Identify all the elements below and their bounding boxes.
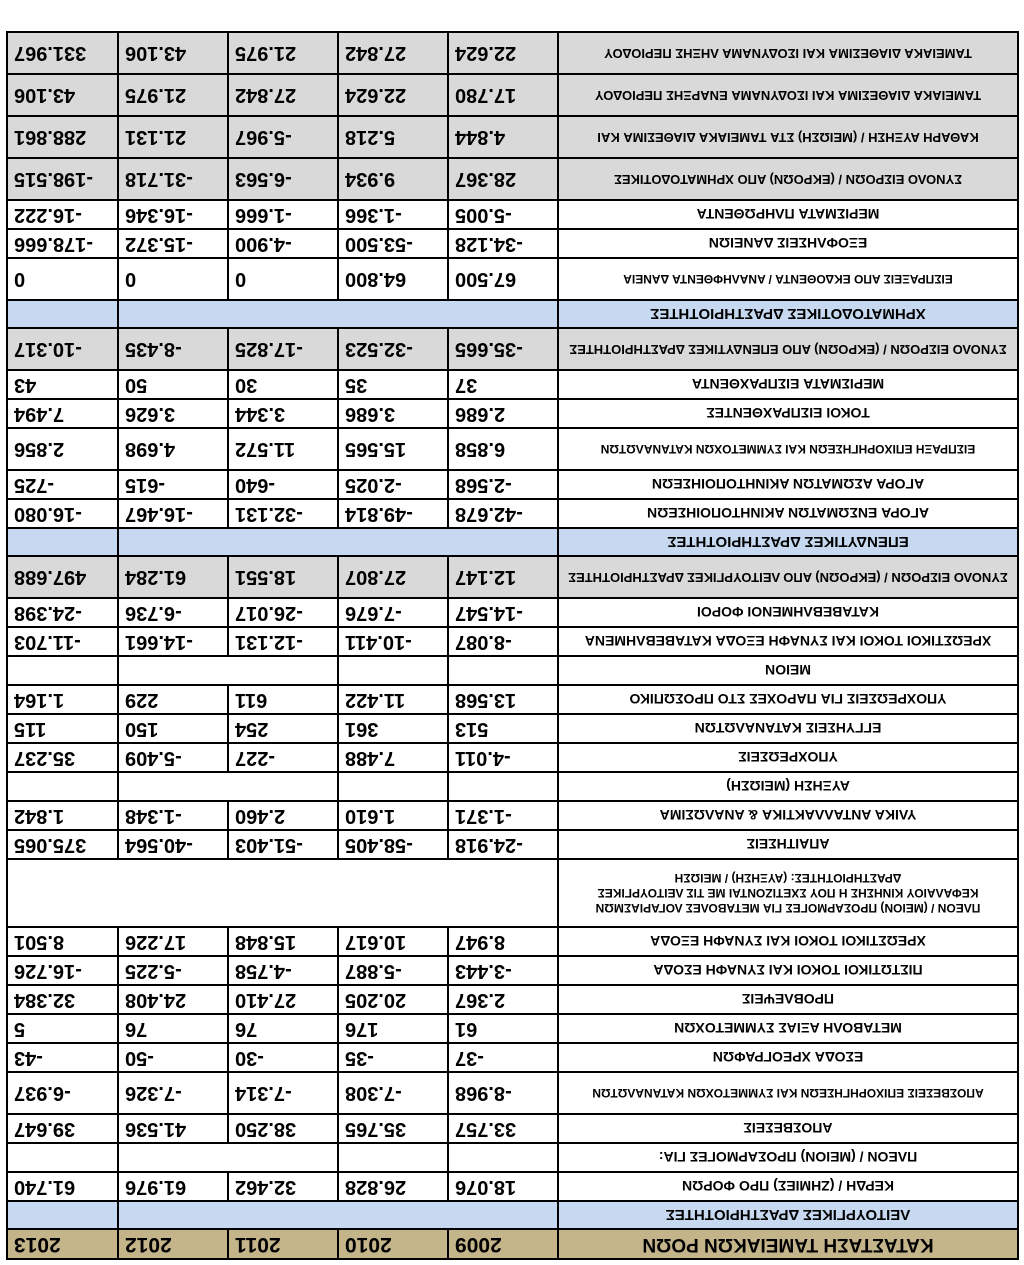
row-value: 254 [228,714,338,743]
row-value: -10.411 [338,627,448,656]
table-row [7,528,1018,556]
row-value: -5.005 [448,200,558,229]
row-value: -4.758 [228,956,338,985]
row-value: -14.661 [118,627,228,656]
row-value: -26.017 [228,598,338,627]
row-value: -49.814 [338,499,448,528]
row-value: 150 [118,714,228,743]
row-value: -2.568 [448,470,558,499]
row-value: 115 [7,714,118,743]
row-value: -7.314 [228,1072,338,1114]
row-value: -7.308 [338,1072,448,1114]
row-value: 22.624 [448,32,558,74]
row-value-empty [118,772,338,801]
row-label: ΑΠΑΙΤΗΣΕΙΣ [558,830,1018,859]
row-value: -15.372 [118,229,228,258]
row-value: 37 [448,370,558,399]
row-value: 7.488 [338,743,448,772]
row-value: 27.807 [338,556,448,598]
row-value: 1.842 [7,801,118,830]
section-value-empty [118,300,558,328]
row-value: -5.887 [338,956,448,985]
table-row [7,1172,1018,1201]
row-value: -1.348 [118,801,228,830]
row-value: -7.676 [338,598,448,627]
row-value: -227 [228,743,338,772]
year-header-2013: 2013 [7,1229,118,1259]
row-value: 35.237 [7,743,118,772]
table-row [7,116,1018,158]
table-row [7,927,1018,956]
row-value-empty [118,656,338,685]
row-value: 6.858 [448,428,558,470]
row-value-empty [118,1143,338,1172]
row-value: 43 [7,370,118,399]
row-label: ΚΕΡΔΗ / (ΖΗΜΙΕΣ) ΠΡΟ ΦΟΡΩΝ [558,1172,1018,1201]
row-value: 30 [228,370,338,399]
row-value: 11.422 [338,685,448,714]
table-row [7,985,1018,1014]
row-value: 27.842 [228,74,338,116]
row-value: -51.403 [228,830,338,859]
row-label: ΥΠΟΧΡΕΩΣΕΙΣ ΓΙΑ ΠΑΡΟΧΕΣ ΣΤΟ ΠΡΟΣΩΠΙΚΟ [558,685,1018,714]
row-value: 61.740 [7,1172,118,1201]
table-row [7,859,1018,927]
table-row [7,300,1018,328]
row-value: 5.218 [338,116,448,158]
table-row [7,470,1018,499]
year-header-2009: 2009 [448,1229,558,1259]
row-value: 17.226 [118,927,228,956]
row-value: 375.065 [7,830,118,859]
table-row [7,370,1018,399]
row-value: 7.494 [7,399,118,428]
row-label: ΣΥΝΟΛΟ ΕΙΣΡΟΩΝ / (ΕΚΡΟΩΝ) ΑΠΟ ΕΠΕΝΔΥΤΙΚΕΣ ΔΡΑΣΤΗΡΙΟΤΗΤΕΣ [558,328,1018,370]
table-row [7,158,1018,200]
row-value: -16.726 [7,956,118,985]
row-value: -32.131 [228,499,338,528]
row-value: -4.011 [448,743,558,772]
row-value: 28.367 [448,158,558,200]
row-value-empty [338,656,448,685]
table-row [7,956,1018,985]
row-label: ΧΡΕΩΣΤΙΚΟΙ ΤΟΚΟΙ ΚΑΙ ΣΥΝΑΦΗ ΕΞΟΔΑ [558,927,1018,956]
row-value-empty [7,859,558,927]
row-value: 4.844 [448,116,558,158]
row-label: ΚΑΤΑΒΕΒΛΗΜΕΝΟΙ ΦΟΡΟΙ [558,598,1018,627]
section-value-empty [7,1201,118,1229]
row-value: 18.551 [228,556,338,598]
row-value: -16.346 [118,200,228,229]
row-label: ΠΛΕΟΝ / (ΜΕΙΟΝ) ΠΡΟΣΑΡΜΟΓΕΣ ΓΙΑ ΜΕΤΑΒΟΛΕΣ ΛΟΓΑΡΙΑΣΜΩΝ ΚΕΦΑΛΑΙΟΥ ΚΙΝΗΣΗΣ Η ΠΟΥ ΣΧΕΤΙΖΟΝΤΑΙ ΜΕ ΤΙΣ ΛΕΙΤΟΥΡΓΙΚΕΣ ΔΡΑΣΤΗΡΙΟΤΗΤΕΣ: (ΑΥΞΗΣΗ) / ΜΕΙΩΣΗ [558,859,1018,927]
row-value: 15.848 [228,927,338,956]
row-value: 11.572 [228,428,338,470]
table-row [7,714,1018,743]
row-value: -40.564 [118,830,228,859]
row-value-empty [338,772,448,801]
table-row [7,1114,1018,1143]
row-value: 288.861 [7,116,118,158]
row-value: 43.106 [118,32,228,74]
row-label: ΑΠΟΣΒΕΣΕΙΣ ΕΠΙΧΟΡΗΓΗΣΕΩΝ ΚΑΙ ΣΥΜΜΕΤΟΧΩΝ ΚΑΤΑΝΑΛΩΤΩΝ [558,1072,1018,1114]
row-value: -1.371 [448,801,558,830]
row-value: -24.398 [7,598,118,627]
row-value: -7.326 [118,1072,228,1114]
row-value: 20.205 [338,985,448,1014]
row-value: 0 [228,258,338,300]
section-value-empty [7,300,118,328]
row-label: ΜΕΤΑΒΟΛΗ ΑΞΙΑΣ ΣΥΜΜΕΤΟΧΩΝ [558,1014,1018,1043]
row-value: 10.617 [338,927,448,956]
row-value: -42.678 [448,499,558,528]
row-value: -14.547 [448,598,558,627]
row-value: -5.967 [228,116,338,158]
row-value: 0 [118,258,228,300]
row-value: 0 [7,258,118,300]
row-value: 13.568 [448,685,558,714]
row-value: 61.976 [118,1172,228,1201]
row-value: -5.409 [118,743,228,772]
row-value: -1.666 [228,200,338,229]
row-value: 21.975 [118,74,228,116]
row-value: 3.626 [118,399,228,428]
row-value: 513 [448,714,558,743]
row-value: 15.565 [338,428,448,470]
row-value: -8.968 [448,1072,558,1114]
row-value: -35.665 [448,328,558,370]
row-value: 331.967 [7,32,118,74]
row-label: ΣΥΝΟΛΟ ΕΙΣΡΟΩΝ / (ΕΚΡΟΩΝ) ΑΠΟ ΛΕΙΤΟΥΡΓΙΚΕΣ ΔΡΑΣΤΗΡΙΟΤΗΤΕΣ [558,556,1018,598]
row-label: ΕΙΣΠΡΑΞΗ ΕΠΙΧΟΡΗΓΗΣΕΩΝ ΚΑΙ ΣΥΜΜΕΤΟΧΩΝ ΚΑΤΑΝΑΛΩΤΩΝ [558,428,1018,470]
row-value: 33.757 [448,1114,558,1143]
row-value: -6.937 [7,1072,118,1114]
row-label: ΤΑΜΕΙΑΚΑ ΔΙΑΘΕΣΙΜΑ ΚΑΙ ΙΣΟΔΥΝΑΜΑ ΛΗΞΗΣ ΠΕΡΙΟΔΟΥ [558,32,1018,74]
table-row [7,499,1018,528]
row-value: 35.765 [338,1114,448,1143]
row-value: -5.225 [118,956,228,985]
table-row [7,1043,1018,1072]
row-value: -53.500 [338,229,448,258]
row-value: 497.688 [7,556,118,598]
row-value: 38.250 [228,1114,338,1143]
row-value: -4.900 [228,229,338,258]
row-value: 361 [338,714,448,743]
row-value: -58.405 [338,830,448,859]
section-value-empty [7,528,118,556]
cash-flow-table [6,31,1019,1260]
row-value: -8.435 [118,328,228,370]
row-label: ΤΟΚΟΙ ΕΙΣΠΡΑΧΘΕΝΤΕΣ [558,399,1018,428]
row-value: -32.523 [338,328,448,370]
row-label: ΑΠΟΣΒΕΣΕΙΣ [558,1114,1018,1143]
row-value: -10.317 [7,328,118,370]
table-row [7,830,1018,859]
row-label: ΠΛΕΟΝ / (ΜΕΙΟΝ) ΠΡΟΣΑΡΜΟΓΕΣ ΓΙΑ: [558,1143,1018,1172]
row-value: -31.718 [118,158,228,200]
table-row [7,229,1018,258]
row-value: 41.536 [118,1114,228,1143]
row-value: -725 [7,470,118,499]
row-value: -37 [448,1043,558,1072]
row-label: ΧΡΕΩΣΤΙΚΟΙ ΤΟΚΟΙ ΚΑΙ ΣΥΝΑΦΗ ΕΞΟΔΑ ΚΑΤΑΒΕΒΛΗΜΕΝΑ [558,627,1018,656]
section-heading: ΛΕΙΤΟΥΡΓΙΚΕΣ ΔΡΑΣΤΗΡΙΟΤΗΤΕΣ [558,1201,1018,1229]
row-value: -50 [118,1043,228,1072]
row-value: 5 [7,1014,118,1043]
row-value: 76 [118,1014,228,1043]
year-header-2012: 2012 [118,1229,228,1259]
row-value: -2.025 [338,470,448,499]
row-value: 24.408 [118,985,228,1014]
table-row [7,428,1018,470]
row-value: -640 [228,470,338,499]
row-value: 43.106 [7,74,118,116]
row-value: 2.856 [7,428,118,470]
row-value: -16.467 [118,499,228,528]
row-label: ΜΕΡΙΣΜΑΤΑ ΕΙΣΠΡΑΧΘΕΝΤΑ [558,370,1018,399]
row-value: -615 [118,470,228,499]
row-value: 32.384 [7,985,118,1014]
row-value: 27.842 [338,32,448,74]
row-value: -11.703 [7,627,118,656]
row-value: -30 [228,1043,338,1072]
row-label: ΑΓΟΡΑ ΕΝΣΩΜΑΤΩΝ ΑΚΙΝΗΤΟΠΟΙΗΣΕΩΝ [558,499,1018,528]
row-label: ΕΞΟΦΛΗΣΕΙΣ ΔΑΝΕΙΩΝ [558,229,1018,258]
row-label: ΤΑΜΕΙΑΚΑ ΔΙΑΘΕΣΙΜΑ ΚΑΙ ΙΣΟΔΥΝΑΜΑ ΕΝΑΡΞΗΣ ΠΕΡΙΟΔΟΥ [558,74,1018,116]
row-value: -1.366 [338,200,448,229]
row-label: ΑΓΟΡΑ ΑΣΩΜΑΤΩΝ ΑΚΙΝΗΤΟΠΟΙΗΣΕΩΝ [558,470,1018,499]
row-value: 1.164 [7,685,118,714]
row-value: 61.284 [118,556,228,598]
row-label: ΕΣΟΔΑ ΧΡΕΟΓΡΑΦΩΝ [558,1043,1018,1072]
section-value-empty [118,1201,558,1229]
table-row [7,743,1018,772]
row-value: 12.147 [448,556,558,598]
row-value: 1.610 [338,801,448,830]
row-value: -24.918 [448,830,558,859]
row-label: ΕΓΓΥΗΣΕΙΣ ΚΑΤΑΝΑΛΩΤΩΝ [558,714,1018,743]
row-value: -34.128 [448,229,558,258]
row-value: 39.647 [7,1114,118,1143]
row-value: 8.947 [448,927,558,956]
section-value-empty [118,528,558,556]
row-value: -178.666 [7,229,118,258]
table-row [7,1072,1018,1114]
row-label: ΥΠΟΧΡΕΩΣΕΙΣ [558,743,1018,772]
row-value: 2.686 [448,399,558,428]
row-value: -17.825 [228,328,338,370]
row-value: -16.222 [7,200,118,229]
table-row [7,74,1018,116]
table-header-row [7,1229,1018,1259]
row-value: 3.344 [228,399,338,428]
row-label: ΠΡΟΒΛΕΨΕΙΣ [558,985,1018,1014]
row-value: 64.800 [338,258,448,300]
row-value: -6.563 [228,158,338,200]
row-value: 2.367 [448,985,558,1014]
row-value: 21.975 [228,32,338,74]
row-value: 8.501 [7,927,118,956]
row-label: ΚΑΘΑΡΗ ΑΥΞΗΣΗ / (ΜΕΙΩΣΗ) ΣΤΑ ΤΑΜΕΙΑΚΑ ΔΙΑΘΕΣΙΜΑ ΚΑΙ [558,116,1018,158]
row-label: ΥΛΙΚΑ ΑΝΤΑΛΛΑΚΤΙΚΑ & ΑΝΑΛΩΣΙΜΑ [558,801,1018,830]
table-row [7,1014,1018,1043]
table-row [7,801,1018,830]
row-value: 229 [118,685,228,714]
row-value: 22.624 [338,74,448,116]
row-value: 50 [118,370,228,399]
row-value: 35 [338,370,448,399]
row-value: -198.515 [7,158,118,200]
row-value: 9.934 [338,158,448,200]
table-title: ΚΑΤΑΣΤΑΣΗ ΤΑΜΕΙΑΚΩΝ ΡΟΩΝ [558,1229,1018,1259]
row-value: 4.698 [118,428,228,470]
table-row [7,772,1018,801]
row-label: ΠΙΣΤΩΤΙΚΟΙ ΤΟΚΟΙ ΚΑΙ ΣΥΝΑΦΗ ΕΣΟΔΑ [558,956,1018,985]
row-value-empty [338,1143,448,1172]
row-value: 32.462 [228,1172,338,1201]
table-row [7,627,1018,656]
row-value: -6.736 [118,598,228,627]
row-value-empty [448,656,558,685]
row-value-empty [7,656,118,685]
year-header-2010: 2010 [338,1229,448,1259]
row-value-empty [7,1143,118,1172]
row-value: -35 [338,1043,448,1072]
row-value: 26.828 [338,1172,448,1201]
row-value: 21.131 [118,116,228,158]
row-label: ΜΕΡΙΣΜΑΤΑ ΠΛΗΡΩΘΕΝΤΑ [558,200,1018,229]
year-header-2011: 2011 [228,1229,338,1259]
row-value: -3.443 [448,956,558,985]
row-value: 76 [228,1014,338,1043]
table-row [7,258,1018,300]
row-label: ΜΕΙΟΝ [558,656,1018,685]
row-value-empty [448,772,558,801]
table-row [7,1143,1018,1172]
row-value: 67.500 [448,258,558,300]
table-row [7,598,1018,627]
row-value: 17.780 [448,74,558,116]
table-row [7,328,1018,370]
row-value-empty [7,772,118,801]
table-row [7,556,1018,598]
row-value: 3.686 [338,399,448,428]
table-row [7,1201,1018,1229]
row-value: -16.080 [7,499,118,528]
row-label: ΑΥΞΗΣΗ (ΜΕΙΩΣΗ) [558,772,1018,801]
row-value: 176 [338,1014,448,1043]
table-row [7,656,1018,685]
row-value: 27.410 [228,985,338,1014]
row-value-empty [448,1143,558,1172]
table-row [7,32,1018,74]
row-value: -43 [7,1043,118,1072]
table-row [7,685,1018,714]
section-heading: ΧΡΗΜΑΤΟΔΟΤΙΚΕΣ ΔΡΑΣΤΗΡΙΟΤΗΤΕΣ [558,300,1018,328]
row-value: -8.087 [448,627,558,656]
section-heading: ΕΠΕΝΔΥΤΙΚΕΣ ΔΡΑΣΤΗΡΙΟΤΗΤΕΣ [558,528,1018,556]
row-value: 61 [448,1014,558,1043]
row-label: ΕΙΣΠΡΑΞΕΙΣ ΑΠΟ ΕΚΔΟΘΕΝΤΑ / ΑΝΑΛΗΦΘΕΝΤΑ ΔΑΝΕΙΑ [558,258,1018,300]
table-row [7,200,1018,229]
row-label: ΣΥΝΟΛΟ ΕΙΣΡΟΩΝ / (ΕΚΡΟΩΝ) ΑΠΟ ΧΡΗΜΑΤΟΔΟΤΙΚΕΣ [558,158,1018,200]
row-value: 2.460 [228,801,338,830]
row-value: 18.076 [448,1172,558,1201]
table-row [7,399,1018,428]
row-value: 611 [228,685,338,714]
row-value: -12.131 [228,627,338,656]
